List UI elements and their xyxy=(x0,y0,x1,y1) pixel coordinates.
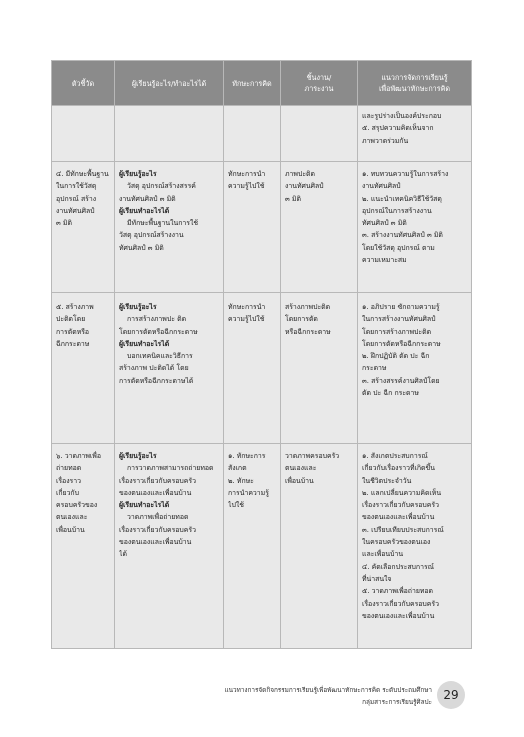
cell-text-line: ในการสร้างงานทัศนศิลป์ xyxy=(362,315,436,324)
header-indicator: ตัวชี้วัด xyxy=(52,61,115,106)
table-header-row xyxy=(52,61,472,106)
cell-text-line: และเพื่อนบ้าน xyxy=(362,550,404,559)
cell-indicator xyxy=(52,444,115,649)
cell-thinking xyxy=(224,162,281,293)
cell-text-line: ตนเองและ xyxy=(56,513,88,522)
table-row xyxy=(52,444,472,649)
cell-text-line: ๒. ทักษะ xyxy=(228,476,254,485)
cell-subheading: ผู้เรียนรู้อะไร xyxy=(119,303,157,311)
cell-workpiece xyxy=(281,293,358,444)
cell-thinking xyxy=(224,444,281,649)
page-number: 29 xyxy=(437,681,465,709)
cell-text-line: ๒. แลกเปลี่ยนความคิดเห็น xyxy=(362,488,442,497)
cell-workpiece xyxy=(281,444,358,649)
footer-book-title: แนวทางการจัดกิจกรรมการเรียนรู้เพื่อพัฒนาทักษะการคิด ระดับประถมศึกษา xyxy=(224,686,432,694)
cell-text-line: การนำความรู้ xyxy=(228,488,269,497)
cell-text-line: เพื่อนบ้าน xyxy=(285,476,314,485)
cell-thinking xyxy=(224,106,281,162)
cell-text-line: ๑. ทักษะการ xyxy=(228,452,266,460)
cell-text-line: สร้างภาพ ปะติดได้ โดย xyxy=(119,364,189,373)
table-row-continuation xyxy=(52,106,472,162)
cell-text-line: ภาพวาดร่วมกัน xyxy=(362,136,409,145)
cell-text-line: งานทัศนศิลป์ xyxy=(285,182,324,191)
cell-text-line: งานทัศนศิลป์ ๓ มิติ xyxy=(119,194,176,203)
cell-workpiece xyxy=(281,106,358,162)
cell-subheading: ผู้เรียนทำอะไรได้ xyxy=(119,206,170,215)
cell-text-line: การตัดหรือ xyxy=(56,327,90,336)
cell-learner xyxy=(115,293,224,444)
header-approach-line: แนวการจัดการเรียนรู้ xyxy=(381,73,448,82)
cell-learner xyxy=(115,106,224,162)
cell-text-line: ในครอบครัวของตนเอง xyxy=(362,538,431,547)
cell-text-line: โดยการตัดหรือฉีกกระดาษ xyxy=(119,327,198,336)
cell-text-line: ทัศนศิลป์ ๓ มิติ xyxy=(119,243,164,252)
cell-subheading: ผู้เรียนทำอะไรได้ xyxy=(119,339,170,348)
cell-approach xyxy=(358,293,472,444)
cell-text-line: วัสดุ อุปกรณ์สร้างสรรค์ xyxy=(127,182,196,191)
cell-text-line: เรื่องราวเกี่ยวกับครอบครัว xyxy=(119,525,196,534)
cell-text-line: ๕. วาดภาพเพื่อถ่ายทอด xyxy=(362,587,434,596)
cell-text-line: โดยการตัด xyxy=(285,315,318,324)
cell-text-line: ครอบครัวของ xyxy=(56,501,98,510)
cell-text-line: โดยใช้วัสดุ อุปกรณ์ ตาม xyxy=(362,243,435,252)
cell-text-line: ๒. ฝึกปฏิบัติ ตัด ปะ ฉีก xyxy=(362,352,430,361)
cell-text-line: ไปใช้ xyxy=(228,501,244,510)
cell-text-line: บอกเทคนิคและวิธีการ xyxy=(127,352,193,361)
cell-text-line: ๒. แนะนำเทคนิควิธีใช้วัสดุ xyxy=(362,194,442,203)
cell-text-line: ความรู้ไปใช้ xyxy=(228,182,265,191)
cell-indicator xyxy=(52,162,115,293)
cell-text-line: งานทัศนศิลป์ xyxy=(56,206,95,215)
header-thinking-skill: ทักษะการคิด xyxy=(224,61,281,106)
header-approach-line: เพื่อพัฒนาทักษะการคิด xyxy=(378,84,451,93)
cell-text-line: ๔. คัดเลือกประสบการณ์ xyxy=(362,562,435,571)
cell-text-line: อุปกรณ์ สร้าง xyxy=(56,194,97,203)
cell-text-line: อุปกรณ์ในการสร้างงาน xyxy=(362,206,432,215)
cell-approach xyxy=(358,162,472,293)
cell-text-line: ๕. สร้างภาพ xyxy=(56,303,94,311)
cell-text-line: งานทัศนศิลป์ xyxy=(362,182,401,191)
cell-text-line: วัสดุ อุปกรณ์สร้างงาน xyxy=(119,231,184,240)
cell-text-line: เกี่ยวกับเรื่องราวที่เกิดขึ้น xyxy=(362,464,435,473)
cell-approach xyxy=(358,106,472,162)
table-row xyxy=(52,162,472,293)
header-approach xyxy=(358,61,472,106)
cell-text-line: เรื่องราว xyxy=(56,476,81,485)
cell-text-line: ๑. อภิปราย ซักถามความรู้ xyxy=(362,303,440,311)
footer-subject: กลุ่มสาระการเรียนรู้ศิลปะ xyxy=(362,698,432,706)
cell-text-line: ๓. สร้างงานทัศนศิลป์ ๓ มิติ xyxy=(362,231,443,240)
cell-text-line: มีทักษะพื้นฐานในการใช้ xyxy=(127,219,198,228)
cell-text-line: เรื่องราวเกี่ยวกับครอบครัว xyxy=(362,599,439,608)
cell-text-line: การตัดหรือฉีกกระดาษได้ xyxy=(119,376,194,385)
cell-learner xyxy=(115,444,224,649)
cell-indicator xyxy=(52,293,115,444)
cell-text-line: ในชีวิตประจำวัน xyxy=(362,476,412,485)
cell-approach xyxy=(358,444,472,649)
cell-workpiece xyxy=(281,162,358,293)
header-workpiece xyxy=(281,61,358,106)
header-workpiece-line: ชิ้นงาน/ xyxy=(306,73,332,82)
cell-text-line: ที่น่าสนใจ xyxy=(362,574,392,583)
cell-text-line: ๕. สรุปความคิดเห็นจาก xyxy=(362,124,434,133)
cell-text-line: ๓. สร้างสรรค์งานศิลป์โดย xyxy=(362,376,440,385)
header-workpiece-line: ภาระงาน xyxy=(304,84,334,93)
cell-subheading: ผู้เรียนรู้อะไร xyxy=(119,170,157,178)
cell-text-line: ปะติดโดย xyxy=(56,315,86,324)
cell-text-line: การสร้างภาพปะ ติด xyxy=(127,315,187,324)
cell-text-line: ๑. ทบทวนความรู้ในการสร้าง xyxy=(362,170,449,178)
cell-text-line: เรื่องราวเกี่ยวกับครอบครัว xyxy=(119,476,196,485)
cell-text-line: ความเหมาะสม xyxy=(362,256,407,265)
cell-text-line: ได้ xyxy=(119,550,127,559)
cell-text-line: และรูปร่างเป็นองค์ประกอบ xyxy=(362,112,442,120)
cell-text-line: ในการใช้วัสดุ xyxy=(56,182,97,191)
cell-text-line: ภาพปะติด xyxy=(285,170,315,178)
cell-text-line: ของตนเองและเพื่อนบ้าน xyxy=(362,611,435,620)
cell-subheading: ผู้เรียนทำอะไรได้ xyxy=(119,501,170,510)
cell-thinking xyxy=(224,293,281,444)
cell-text-line: ๑. สังเกตประสบการณ์ xyxy=(362,452,428,460)
cell-text-line: ๖. วาดภาพเพื่อ xyxy=(56,452,101,460)
cell-text-line: ทักษะการนำ xyxy=(228,170,266,178)
cell-indicator xyxy=(52,106,115,162)
cell-text-line: สร้างภาพปะติด xyxy=(285,303,331,311)
table-row xyxy=(52,293,472,444)
cell-text-line: โดยการสร้างภาพปะติด xyxy=(362,327,432,336)
cell-text-line: ของตนเองและเพื่อนบ้าน xyxy=(119,488,192,497)
cell-text-line: ๓ มิติ xyxy=(56,219,72,228)
cell-text-line: ตัด ปะ ฉีก กระดาษ xyxy=(362,389,419,398)
header-learner: ผู้เรียนรู้อะไร/ทำอะไรได้ xyxy=(115,61,224,106)
cell-text-line: ๓. เปรียบเทียบประสบการณ์ xyxy=(362,525,444,534)
cell-text-line: หรือฉีกกระดาษ xyxy=(285,327,331,336)
cell-text-line: สังเกต xyxy=(228,464,247,473)
cell-text-line: ของตนเองและเพื่อนบ้าน xyxy=(119,538,192,547)
cell-text-line: ทักษะการนำ xyxy=(228,303,266,311)
cell-text-line: ทัศนศิลป์ ๓ มิติ xyxy=(362,219,407,228)
cell-text-line: โดยการตัดหรือฉีกกระดาษ xyxy=(362,339,441,348)
cell-text-line: ถ่ายทอด xyxy=(56,464,82,473)
cell-text-line: วาดภาพครอบครัว xyxy=(285,452,340,460)
cell-text-line: กระดาษ xyxy=(362,364,387,373)
cell-text-line: ของตนเองและเพื่อนบ้าน xyxy=(362,513,435,522)
cell-text-line: เพื่อนบ้าน xyxy=(56,525,85,534)
cell-text-line: ฉีกกระดาษ xyxy=(56,339,90,348)
cell-text-line: ตนเองและ xyxy=(285,464,317,473)
cell-text-line: ๔. มีทักษะพื้นฐาน xyxy=(56,170,109,178)
cell-text-line: ๓ มิติ xyxy=(285,194,301,203)
cell-text-line: การวาดภาพสามารถถ่ายทอด xyxy=(127,464,214,473)
cell-text-line: ความรู้ไปใช้ xyxy=(228,315,265,324)
cell-learner xyxy=(115,162,224,293)
cell-text-line: เรื่องราวเกี่ยวกับครอบครัว xyxy=(362,501,439,510)
cell-text-line: เกี่ยวกับ xyxy=(56,488,79,497)
curriculum-table xyxy=(51,60,472,649)
cell-subheading: ผู้เรียนรู้อะไร xyxy=(119,452,157,460)
cell-text-line: วาดภาพเพื่อถ่ายทอด xyxy=(127,513,189,522)
